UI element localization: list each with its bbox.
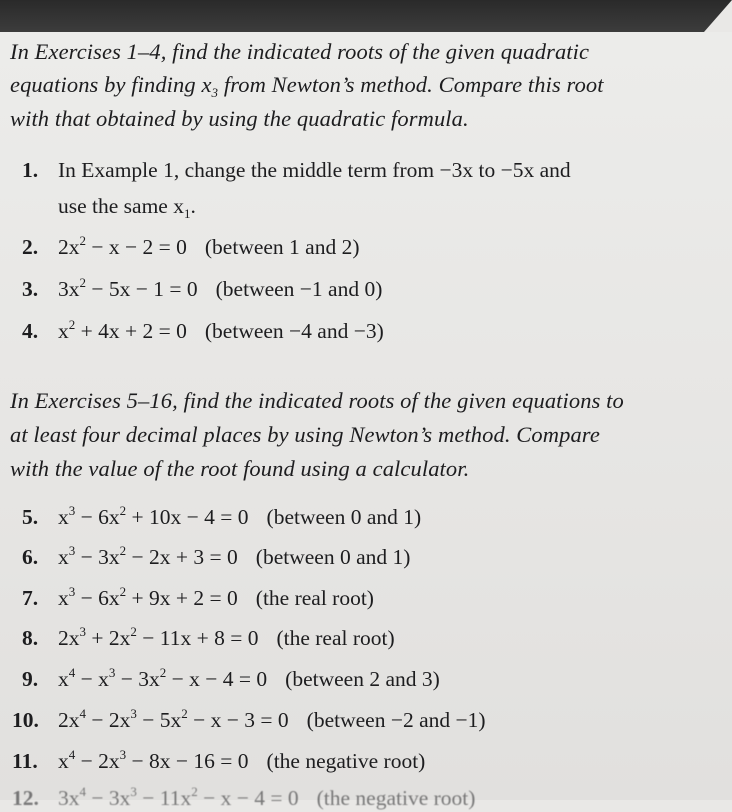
equation: $3x^2 - 5x - 1 = 0$ xyxy=(58,275,198,301)
section1-instruction-line-2: equations by finding $x_3$ from Newton’s method. Compare this root xyxy=(10,72,604,100)
section1-instruction-line-3: with that obtained by using the quadratic formula. xyxy=(10,106,469,131)
hint: (the negative root) xyxy=(316,786,476,810)
hint: (between 1 and 2) xyxy=(204,235,360,259)
equation: $3x^4 - 3x^3 - 11x^2 - x - 4 = 0$ xyxy=(58,784,299,810)
hint: (between 2 and 3) xyxy=(285,667,440,691)
exercise-8: 8. $2x^3 + 2x^2 - 11x + 8 = 0$ (the real root) xyxy=(22,624,395,650)
equation: $x^4 - 2x^3 - 8x - 16 = 0$ xyxy=(58,747,249,773)
exercise-1-continuation: use the same $x_1$. xyxy=(58,194,196,221)
exercise-5: 5. $x^3 - 6x^2 + 10x - 4 = 0$ (between 0 and 1) xyxy=(22,503,422,529)
hint: (between 0 and 1) xyxy=(255,545,411,569)
hint: (between −4 and −3) xyxy=(204,319,384,343)
equation: $x^2 + 4x + 2 = 0$ xyxy=(58,317,187,343)
section2-instruction-line-2: at least four decimal places by using Newton’s method. Compare xyxy=(10,422,600,447)
hint: (the real root) xyxy=(276,626,395,650)
exercise-9: 9. $x^4 - x^3 - 3x^2 - x - 4 = 0$ (between 2 and 3) xyxy=(22,665,440,691)
hint: (between −2 and −1) xyxy=(306,708,486,732)
dark-top-border xyxy=(0,0,732,32)
section2-instruction-line-3: with the value of the root found using a calculator. xyxy=(10,456,470,481)
exercise-11: 11. $x^4 - 2x^3 - 8x - 16 = 0$ (the negative root) xyxy=(12,747,426,773)
section2-instruction-line-1: In Exercises 5–16, find the indicated roots of the given equations to xyxy=(10,388,624,413)
hint: (the real root) xyxy=(255,586,374,610)
exercise-10: 10. $2x^4 - 2x^3 - 5x^2 - x - 3 = 0$ (between −2 and −1) xyxy=(12,706,486,732)
equation: $2x^3 + 2x^2 - 11x + 8 = 0$ xyxy=(58,624,259,650)
hint: (the negative root) xyxy=(266,749,426,773)
exercise-3: 3. $3x^2 - 5x - 1 = 0$ (between −1 and 0) xyxy=(22,275,383,301)
equation: $2x^4 - 2x^3 - 5x^2 - x - 3 = 0$ xyxy=(58,706,289,732)
hint: (between −1 and 0) xyxy=(215,277,383,301)
equation: $x^3 - 6x^2 + 10x - 4 = 0$ xyxy=(58,503,249,529)
exercise-12: 12. $3x^4 - 3x^3 - 11x^2 - x - 4 = 0$ (the negative root) xyxy=(12,784,476,810)
exercise-1 xyxy=(22,156,571,184)
exercise-6: 6. $x^3 - 3x^2 - 2x + 3 = 0$ (between 0 and 1) xyxy=(22,543,411,569)
textbook-page xyxy=(0,32,732,810)
exercise-4: 4. $x^2 + 4x + 2 = 0$ (between −4 and −3) xyxy=(22,317,384,343)
hint: (between 0 and 1) xyxy=(266,505,422,529)
exercise-7: 7. $x^3 - 6x^2 + 9x + 2 = 0$ (the real root) xyxy=(22,584,374,610)
exercise-number: 1. xyxy=(22,158,39,182)
exercise-2: 2. $2x^2 - x - 2 = 0$ (between 1 and 2) xyxy=(22,233,360,259)
section1-instruction-line-1: In Exercises 1–4, find the indicated roots of the given quadratic xyxy=(10,39,590,64)
equation: $x^3 - 6x^2 + 9x + 2 = 0$ xyxy=(58,584,238,610)
equation: $x^3 - 3x^2 - 2x + 3 = 0$ xyxy=(58,543,238,569)
equation: $2x^2 - x - 2 = 0$ xyxy=(58,233,187,259)
exercise-text: In Example 1, change the middle term from −3x to −5x and xyxy=(58,158,571,182)
equation: $x^4 - x^3 - 3x^2 - x - 4 = 0$ xyxy=(58,665,268,691)
